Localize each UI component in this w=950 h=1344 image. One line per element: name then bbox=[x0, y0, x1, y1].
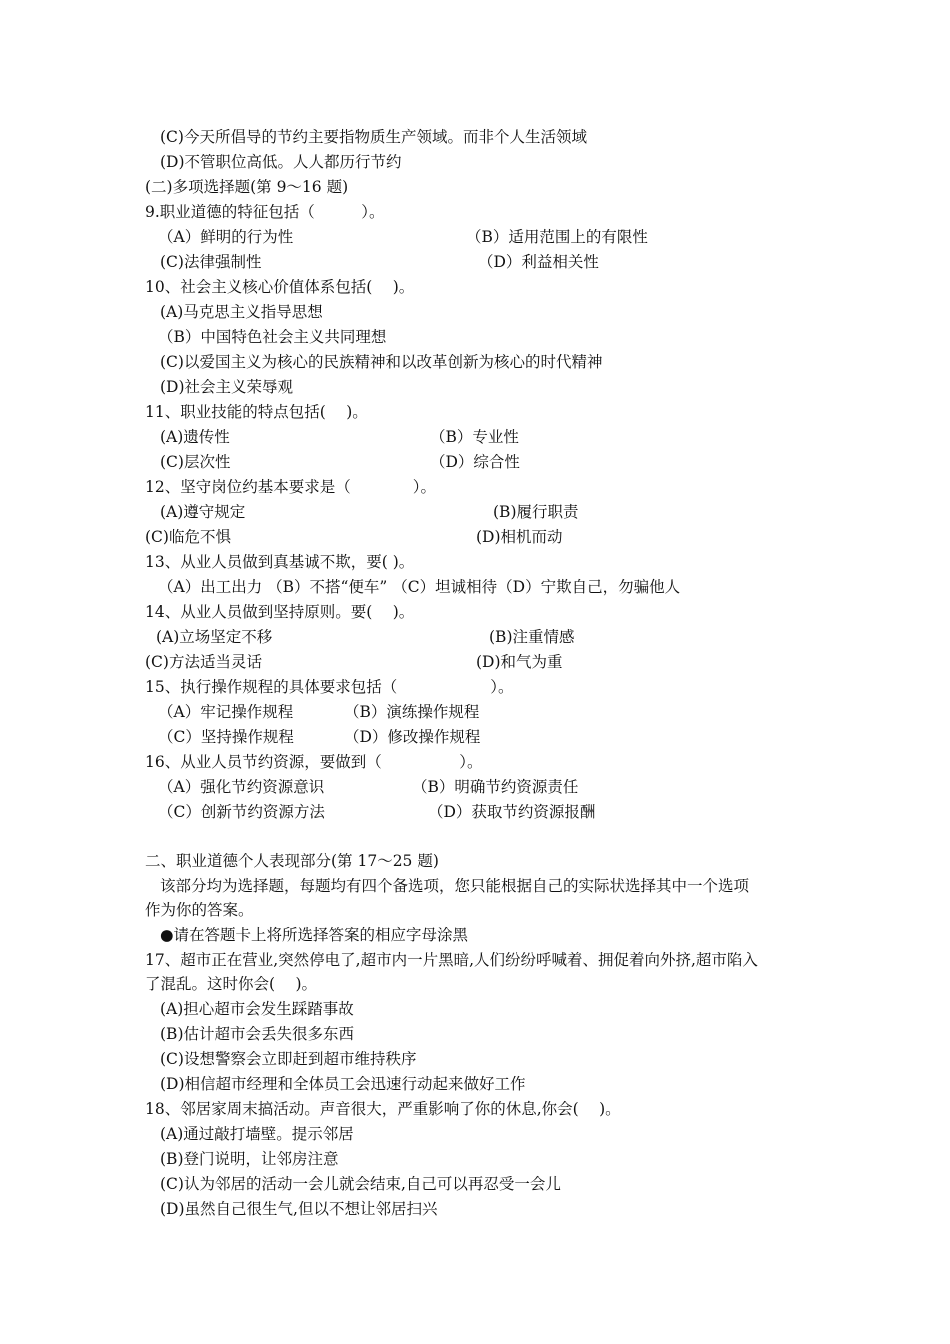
option-line: （B）中国特色社会主义共同理想 bbox=[158, 328, 387, 346]
section-heading: (二)多项选择题(第 9～16 题) bbox=[145, 178, 349, 196]
option-line: (D)社会主义荣辱观 bbox=[160, 378, 294, 396]
option-text: (D)和气为重 bbox=[476, 653, 563, 671]
instruction-line: ●请在答题卡上将所选择答案的相应字母涂黑 bbox=[160, 926, 469, 944]
text-line: (D)不管职位高低。人人都历行节约 bbox=[160, 153, 402, 171]
paragraph-line: 作为你的答案。 bbox=[145, 901, 254, 919]
option-text: (B)注重情感 bbox=[489, 628, 575, 646]
section-heading: 二、职业道德个人表现部分(第 17～25 题) bbox=[145, 852, 439, 870]
option-line: (D)虽然自己很生气,但以不想让邻居扫兴 bbox=[160, 1200, 438, 1218]
text-line: (C)今天所倡导的节约主要指物质生产领域。而非个人生活领域 bbox=[160, 128, 587, 146]
option-text: （D）利益相关性 bbox=[478, 253, 599, 271]
option-text: (C)方法适当灵话 bbox=[145, 653, 262, 671]
option-line: (A)马克思主义指导思想 bbox=[160, 303, 323, 321]
option-line: (A)通过敲打墙壁。提示邻居 bbox=[160, 1125, 354, 1143]
question-line: 14、从业人员做到坚持原则。要( )。 bbox=[145, 603, 415, 621]
option-text: (C)层次性 bbox=[160, 453, 231, 471]
option-text: （A）鲜明的行为性 bbox=[158, 228, 294, 246]
question-line: 10、社会主义核心价值体系包括( )。 bbox=[145, 278, 415, 296]
option-text: （C）创新节约资源方法 bbox=[158, 803, 325, 821]
option-text: （D）综合性 bbox=[430, 453, 520, 471]
option-text: （B）专业性 bbox=[430, 428, 519, 446]
option-line: (C)以爱国主义为核心的民族精神和以改革创新为核心的时代精神 bbox=[160, 353, 603, 371]
question-line: 15、执行操作规程的具体要求包括（ ）。 bbox=[145, 678, 514, 696]
option-text: (A)遗传性 bbox=[160, 428, 230, 446]
option-text: (B)履行职责 bbox=[493, 503, 579, 521]
option-text: (D)相机而动 bbox=[476, 528, 563, 546]
option-line: （A）出工出力 （B）不搭“便车” （C）坦诚相待（D）宁欺自己，勿骗他人 bbox=[158, 578, 681, 596]
question-line: 17、超市正在营业,突然停电了,超市内一片黑暗,人们纷纷呼喊着、拥促着向外挤,超市陷入 bbox=[145, 951, 758, 969]
question-line: 了混乱。这时你会( )。 bbox=[145, 975, 318, 993]
option-text: （C）坚持操作规程 bbox=[158, 728, 294, 746]
option-text: （D）修改操作规程 bbox=[344, 728, 481, 746]
question-line: 13、从业人员做到真基诚不欺，要( )。 bbox=[145, 553, 415, 571]
question-line: 12、坚守岗位约基本要求是（ ）。 bbox=[145, 478, 436, 496]
option-line: (B)估计超市会丢失很多东西 bbox=[160, 1025, 354, 1043]
option-text: (A)立场坚定不移 bbox=[156, 628, 273, 646]
option-line: (C)认为邻居的活动一会儿就会结束,自己可以再忍受一会儿 bbox=[160, 1175, 561, 1193]
option-text: (C)临危不惧 bbox=[145, 528, 231, 546]
question-line: 11、职业技能的特点包括( )。 bbox=[145, 403, 368, 421]
option-line: (B)登门说明，让邻房注意 bbox=[160, 1150, 339, 1168]
option-line: (C)设想警察会立即赶到超市维持秩序 bbox=[160, 1050, 417, 1068]
option-text: （A）牢记操作规程 bbox=[158, 703, 294, 721]
question-line: 18、邻居家周末搞活动。声音很大，严重影响了你的休息,你会( )。 bbox=[145, 1100, 621, 1118]
question-line: 16、从业人员节约资源，要做到（ ）。 bbox=[145, 753, 483, 771]
option-text: （A）强化节约资源意识 bbox=[158, 778, 325, 796]
paragraph-line: 该部分均为选择题，每题均有四个备选项，您只能根据自己的实际状选择其中一个选项 bbox=[160, 877, 750, 895]
option-text: （B）明确节约资源责任 bbox=[412, 778, 579, 796]
option-text: （D）获取节约资源报酬 bbox=[428, 803, 596, 821]
option-line: (D)相信超市经理和全体员工会迅速行动起来做好工作 bbox=[160, 1075, 526, 1093]
question-line: 9.职业道德的特征包括（ ）。 bbox=[145, 203, 385, 221]
option-text: （B）演练操作规程 bbox=[344, 703, 480, 721]
option-line: (A)担心超市会发生踩踏事故 bbox=[160, 1000, 354, 1018]
option-text: (C)法律强制性 bbox=[160, 253, 262, 271]
option-text: （B）适用范围上的有限性 bbox=[466, 228, 648, 246]
option-text: (A)遵守规定 bbox=[160, 503, 246, 521]
